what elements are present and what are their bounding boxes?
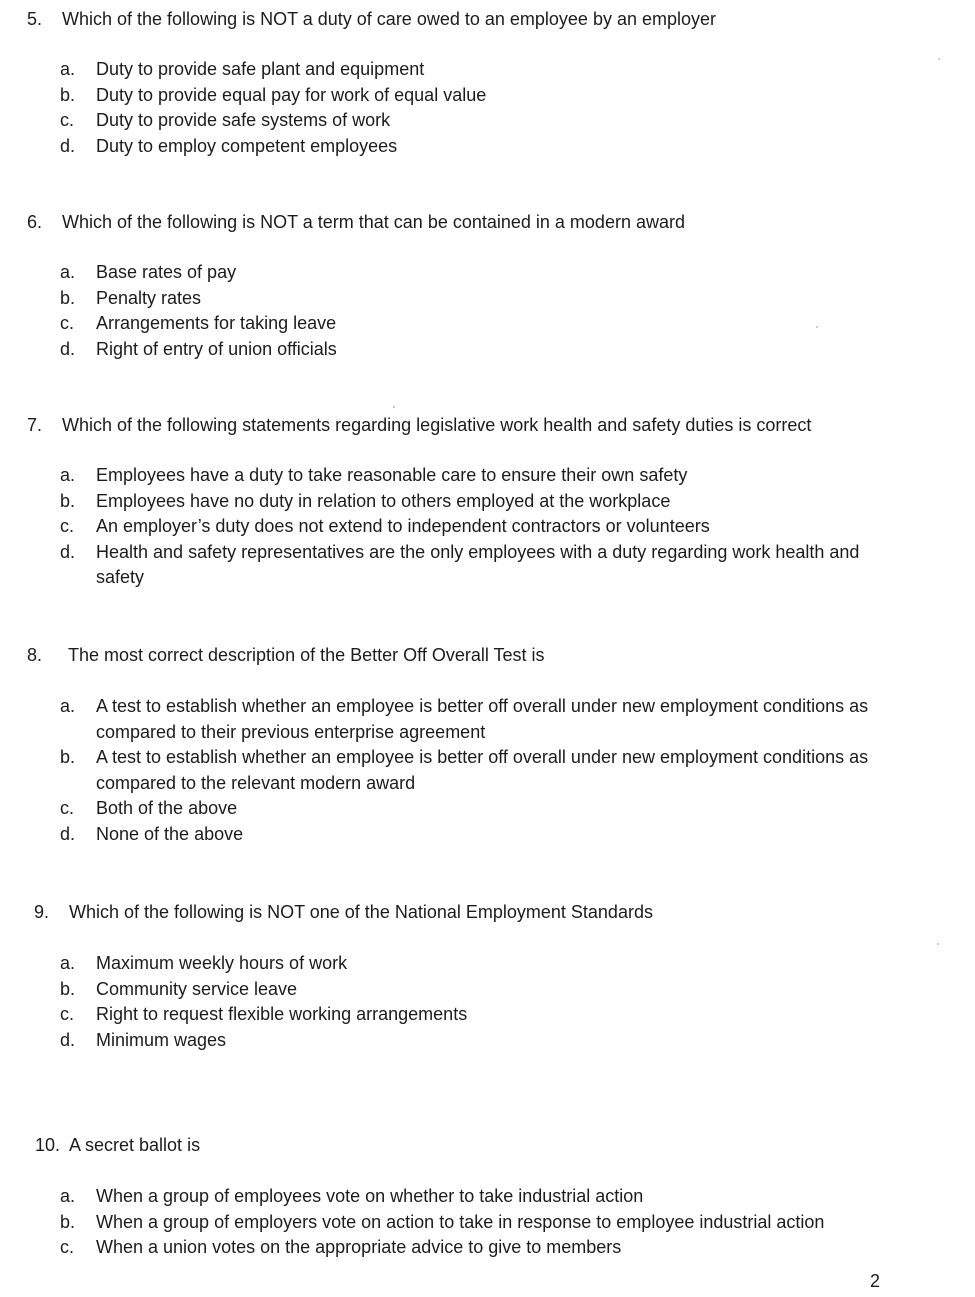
question-number: 9. [34, 902, 50, 922]
option-b [0, 1210, 975, 1236]
option-text: When a group of employers vote on action to take in response to employee industrial action [96, 1211, 825, 1232]
option-b [0, 286, 975, 312]
option-letter: a. [60, 1186, 76, 1206]
option-text: Minimum wages [96, 1029, 227, 1050]
option-text: A test to establish whether an employee is better off overall under new employment conditions as compared to their previous enterprise agreement [96, 696, 869, 742]
option-text: Duty to provide safe systems of work [96, 110, 391, 130]
option-text: Arrangements for taking leave [96, 313, 337, 333]
option-text: When a group of employees vote on whether to take industrial action [96, 1186, 644, 1206]
question-5 [0, 6, 975, 32]
question-number: 8. [27, 645, 43, 665]
option-text: Right to request flexible working arrangements [96, 1004, 468, 1024]
question-8 [0, 642, 975, 668]
option-c [0, 311, 975, 337]
option-text: Duty to employ competent employees [96, 135, 398, 156]
option-b [0, 489, 975, 515]
option-a [0, 57, 975, 83]
option-a [0, 1184, 975, 1210]
option-letter: d. [60, 823, 76, 844]
question-6 [0, 209, 975, 235]
option-a [0, 260, 975, 286]
option-text: Base rates of pay [96, 262, 237, 282]
option-c [0, 1002, 975, 1028]
question-5-options [0, 57, 975, 159]
option-text: Health and safety representatives are the only employees with a duty regarding work health and safety [96, 541, 860, 587]
option-letter: c. [60, 798, 75, 818]
question-7-options [0, 463, 975, 591]
option-letter: c. [60, 1237, 75, 1257]
option-letter: c. [60, 313, 75, 333]
question-text: Which of the following is NOT one of the National Employment Standards [69, 902, 653, 922]
option-letter: b. [60, 287, 76, 308]
option-letter: b. [60, 747, 76, 767]
question-number: 6. [27, 212, 43, 232]
option-d [0, 134, 975, 160]
option-d [0, 822, 975, 848]
scan-speck [938, 58, 940, 60]
option-letter: b. [60, 978, 76, 999]
option-b [0, 83, 975, 109]
question-number: 10. [35, 1135, 61, 1155]
option-text: None of the above [96, 823, 244, 844]
option-letter: a. [60, 262, 76, 282]
option-c [0, 108, 975, 134]
question-10-options [0, 1184, 975, 1261]
question-text: Which of the following is NOT a duty of care owed to an employee by an employer [62, 9, 717, 29]
question-10 [0, 1132, 975, 1158]
option-d [0, 540, 975, 591]
option-text: Penalty rates [96, 287, 202, 308]
option-letter: a. [60, 953, 76, 973]
question-8-options [0, 694, 975, 847]
option-letter: c. [60, 516, 75, 536]
option-text: Employees have no duty in relation to others employed at the workplace [96, 490, 671, 511]
option-letter: d. [60, 338, 76, 359]
question-6-options [0, 260, 975, 362]
option-text: Duty to provide safe plant and equipment [96, 59, 425, 79]
question-9-options [0, 951, 975, 1053]
option-c [0, 796, 975, 822]
option-text: When a union votes on the appropriate advice to give to members [96, 1237, 622, 1257]
option-letter: a. [60, 696, 76, 716]
scan-speck [393, 406, 395, 408]
option-text: A test to establish whether an employee is better off overall under new employment conditions as compared to the relevant modern award [96, 747, 869, 793]
option-letter: d. [60, 541, 76, 562]
option-b [0, 977, 975, 1003]
question-text: The most correct description of the Better Off Overall Test is [68, 645, 545, 665]
option-letter: d. [60, 135, 76, 156]
option-letter: b. [60, 84, 76, 105]
option-text: An employer’s duty does not extend to independent contractors or volunteers [96, 516, 710, 536]
question-number: 5. [27, 9, 43, 29]
option-c [0, 514, 975, 540]
option-b [0, 745, 975, 796]
option-letter: a. [60, 465, 76, 485]
option-letter: b. [60, 1211, 76, 1232]
option-letter: d. [60, 1029, 76, 1050]
option-text: Employees have a duty to take reasonable care to ensure their own safety [96, 465, 688, 485]
scan-speck [937, 943, 939, 945]
page-number: 2 [870, 1271, 881, 1291]
option-text: Right of entry of union officials [96, 338, 337, 359]
option-c [0, 1235, 975, 1261]
option-d [0, 337, 975, 363]
option-text: Duty to provide equal pay for work of equal value [96, 84, 487, 105]
question-text: Which of the following is NOT a term that can be contained in a modern award [62, 212, 685, 232]
option-a [0, 694, 975, 745]
question-text: Which of the following statements regarding legislative work health and safety duties is correct [62, 415, 812, 435]
option-letter: c. [60, 110, 75, 130]
scan-speck [816, 326, 818, 328]
option-text: Community service leave [96, 978, 298, 999]
option-a [0, 463, 975, 489]
option-letter: c. [60, 1004, 75, 1024]
question-9 [0, 899, 975, 925]
option-a [0, 951, 975, 977]
question-number: 7. [27, 415, 43, 435]
option-text: Maximum weekly hours of work [96, 953, 348, 973]
question-text: A secret ballot is [69, 1135, 201, 1155]
option-letter: b. [60, 490, 76, 511]
question-7 [0, 412, 975, 438]
option-d [0, 1028, 975, 1054]
option-text: Both of the above [96, 798, 238, 818]
option-letter: a. [60, 59, 76, 79]
